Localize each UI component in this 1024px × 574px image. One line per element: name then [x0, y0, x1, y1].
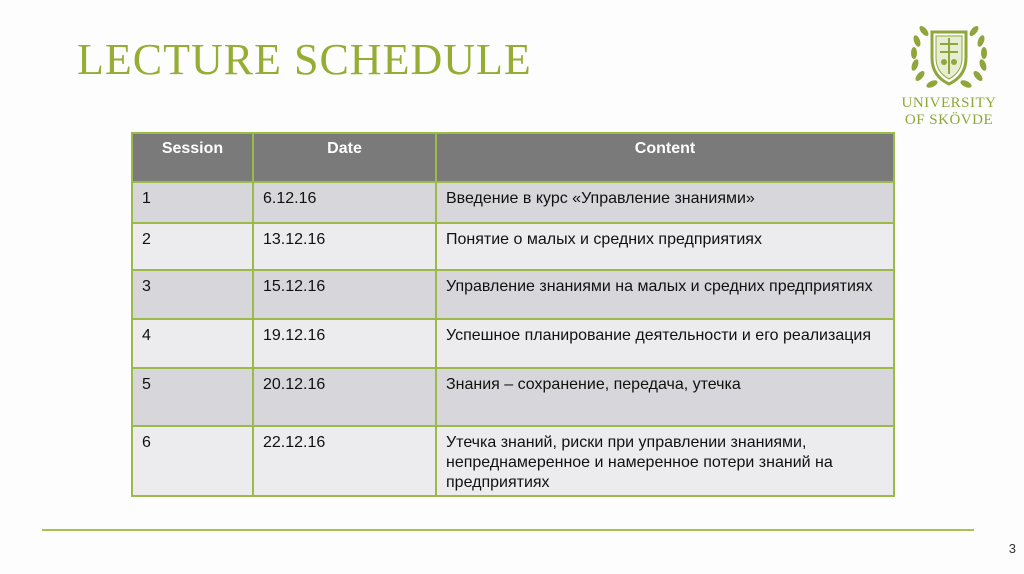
session-cell: 4 — [132, 319, 253, 368]
content-cell: Знания – сохранение, передача, утечка — [436, 368, 894, 426]
footer-divider — [42, 529, 974, 531]
table-row — [132, 182, 894, 223]
session-cell: 6 — [132, 426, 253, 496]
content-cell: Успешное планирование деятельности и его реализация — [436, 319, 894, 368]
session-cell: 1 — [132, 182, 253, 223]
date-cell: 19.12.16 — [253, 319, 436, 368]
content-cell: Введение в курс «Управление знаниями» — [436, 182, 894, 223]
session-cell: 3 — [132, 270, 253, 319]
session-cell: 5 — [132, 368, 253, 426]
table-row — [132, 270, 894, 319]
date-cell: 22.12.16 — [253, 426, 436, 496]
header-session: Session — [132, 133, 253, 182]
content-cell: Понятие о малых и средних предприятиях — [436, 223, 894, 270]
header-content: Content — [436, 133, 894, 182]
date-cell: 6.12.16 — [253, 182, 436, 223]
university-logo — [890, 18, 1008, 136]
laurel-crest-icon — [906, 18, 992, 98]
table-row — [132, 426, 894, 496]
date-cell: 20.12.16 — [253, 368, 436, 426]
slide-title: LECTURE SCHEDULE — [77, 35, 532, 84]
table-row — [132, 223, 894, 270]
session-cell: 2 — [132, 223, 253, 270]
table-row — [132, 319, 894, 368]
table-header-row — [132, 133, 894, 182]
university-name — [890, 95, 1008, 129]
university-name-line2: OF SKÖVDE — [904, 112, 994, 128]
lecture-schedule-table — [131, 132, 895, 497]
content-cell: Управление знаниями на малых и средних предприятиях — [436, 270, 894, 319]
header-date: Date — [253, 133, 436, 182]
university-name-line1: UNIVERSITY — [901, 95, 997, 111]
date-cell: 15.12.16 — [253, 270, 436, 319]
table-row — [132, 368, 894, 426]
date-cell: 13.12.16 — [253, 223, 436, 270]
content-cell: Утечка знаний, риски при управлении знаниями, непреднамеренное и намеренное потери знаний на предприятиях — [436, 426, 894, 496]
page-number: 3 — [1008, 541, 1016, 556]
